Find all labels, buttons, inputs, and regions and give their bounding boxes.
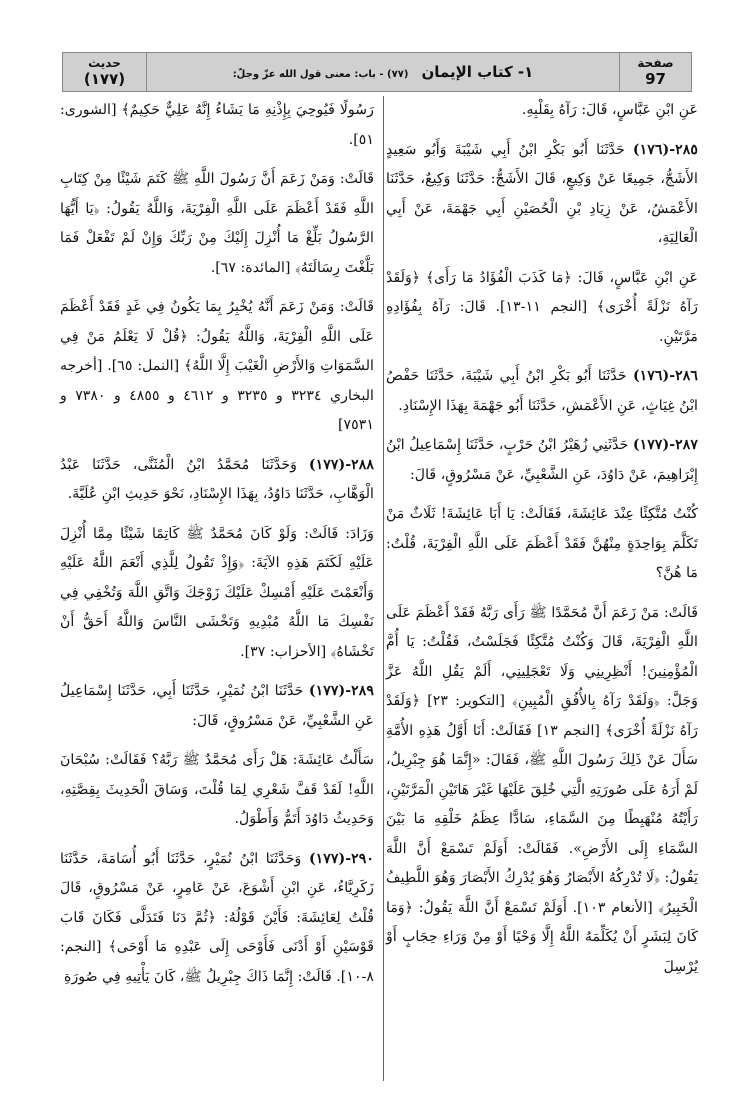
right-column: [386, 96, 698, 992]
hadith-paragraph: [60, 845, 374, 993]
left-column: [60, 96, 374, 1002]
chapter-title: (٧٧) - باب: معنى قول الله عزّ وجلّ:: [232, 69, 409, 80]
text-paragraph: [386, 500, 698, 589]
paragraph-text: حَدَّثَنَا أَبُو بَكْرِ ابْنُ أَبِي شَيْبَةَ وَأَبُو سَعِيدٍ الأَشَجُّ، جَمِيعًا عَنْ وَكِيعٍ، قَالَ الأَشَجُّ: حَدَّثَنَا وَكِيعٌ، حَدَّثَنَا الأَعْمَشُ، عَنْ زِيَادِ بْنِ الْحُصَيْنِ أَبِي جَهْمَةَ، عَنْ أَبِي الْعَالِيَةِ،: [386, 141, 698, 246]
hadith-range: (١٧٧): [83, 70, 126, 88]
hadith-number: ٢٨٦-(١٧٦): [632, 368, 699, 384]
paragraph-text: حَدَّثَنِي زُهَيْرُ ابْنُ حَرْبٍ، حَدَّثَنَا إِسْمَاعِيلُ ابْنُ إِبْرَاهِيمَ، عَنْ دَاوُدَ، عَنِ الشَّعْبِيِّ، عَنْ مَسْرُوقٍ، قَالَ:: [386, 437, 698, 483]
text-paragraph: [60, 746, 374, 835]
paragraph-text: وَحَدَّثَنَا ابْنُ نُمَيْرٍ، حَدَّثَنَا أَبُو أُسَامَةَ، حَدَّثَنَا زَكَرِيَّاءُ، عَنِ ابْنِ أَشْوَعَ، عَنْ عَامِرٍ، عَنْ مَسْرُوقٍ، قَالَ قُلْتُ لِعَائِشَةَ: فَأَيْنَ قَوْلُهُ: ﴿ثُمَّ دَنَا فَتَدَلَّى فَكَانَ قَابَ قَوْسَيْنِ أَوْ أَدْنَى فَأَوْحَى إِلَى عَبْدِهِ مَا أَوْحَى﴾ [النجم: ٨-١٠]. قَالَتْ: إِنَّمَا ذَاكَ جِبْرِيلُ ﷺ، كَانَ يَأْتِيهِ فِي صُورَةِ: [60, 850, 374, 985]
text-paragraph: [386, 264, 698, 353]
text-paragraph: [60, 293, 374, 441]
text-paragraph: [60, 165, 374, 283]
hadith-range-box: [63, 53, 147, 91]
hadith-number: ٢٨٧-(١٧٧): [632, 437, 698, 453]
paragraph-text: وَحَدَّثَنَا مُحَمَّدُ ابْنُ الْمُثَنَّى، حَدَّثَنَا عَبْدُ الْوَهَّابِ، حَدَّثَنَا دَاوُدُ، بِهَذَا الإِسْنَادِ، نَحْوَ حَدِيثِ ابْنِ عُلَيَّةَ.: [60, 456, 374, 502]
hadith-paragraph: [60, 451, 374, 510]
hadith-label: حديث: [88, 56, 121, 70]
hadith-number: ٢٨٨-(١٧٧): [308, 456, 374, 473]
text-paragraph: [386, 96, 698, 126]
paragraph-text: عَنِ ابْنِ عَبَّاسٍ، قَالَ: رَآهُ بِقَلْبِهِ.: [521, 102, 698, 118]
paragraph-text: رَسُولًا فَيُوحِيَ بِإِذْنِهِ مَا يَشَاءُ إِنَّهُ عَلِيٌّ حَكِيمٌ﴾ [الشورى: ٥١].: [60, 102, 374, 148]
hadith-paragraph: [60, 677, 374, 736]
paragraph-text: سَأَلْتُ عَائِشَةَ: هَلْ رَأَى مُحَمَّدٌ ﷺ رَبَّهُ؟ فَقَالَتْ: سُبْحَانَ اللَّهِ! لَقَدْ قَفَّ شَعْرِي لِمَا قُلْتَ، وَسَاقَ الْحَدِيثَ بِقِصَّتِهِ، وَحَدِيثُ دَاوُدَ أَتَمُّ وَأَطْوَلُ.: [60, 752, 374, 827]
hadith-number: ٢٨٩-(١٧٧): [308, 683, 374, 699]
paragraph-text: قَالَتْ: وَمَنْ زَعَمَ أَنَّهُ يُخْبِرُ بِمَا يَكُونُ فِي غَدٍ فَقَدْ أَعْظَمَ عَلَى اللَّهِ الْفِرْيَةَ، وَاللَّهُ يَقُولُ: ﴿قُلْ لَا يَعْلَمُ مَنْ فِي السَّمَوَاتِ وَالأَرْضِ الْغَيْبَ إِلَّا اللَّهُ﴾ [النمل: ٦٥]. [أخرجه البخاري ٣٢٣٤ و ٣٢٣٥ و ٤٦١٢ و ٤٨٥٥ و ٧٣٨٠ و ٧٥٣١]: [60, 299, 374, 433]
paragraph-text: قَالَتْ: مَنْ زَعَمَ أَنَّ مُحَمَّدًا ﷺ رَأَى رَبَّهُ فَقَدْ أَعْظَمَ عَلَى اللَّهِ الْفِرْيَةَ، قَالَ وَكُنْتُ مُتَّكِئًا فَجَلَسْتُ، فَقُلْتُ: يَا أُمَّ الْمُؤْمِنِينَ! أَنْظِرِينِي وَلَا تَعْجَلِينِي، أَلَمْ يَقُلِ اللَّهُ عَزَّ وَجَلَّ: ﴿وَلَقَدْ رَآهُ بِالأُفُقِ الْمُبِينِ﴾ [التكوير: ٢٣] ﴿وَلَقَدْ رَآهُ نَزْلَةً أُخْرَى﴾ [النجم ١٣] فَقَالَتْ: أَنَا أَوَّلُ هَذِهِ الأُمَّةِ سَأَلَ عَنْ ذَلِكَ رَسُولَ اللَّهِ ﷺ، فَقَالَ: «إِنَّمَا هُوَ جِبْرِيلُ، لَمْ أَرَهُ عَلَى صُورَتِهِ الَّتِي خُلِقَ عَلَيْهَا غَيْرَ هَاتَيْنِ الْمَرَّتَيْنِ، رَأَيْتُهُ مُنْهَبِطًا مِنَ السَّمَاءِ، سَادًّا عِظَمُ خَلْقِهِ مَا بَيْنَ السَّمَاءِ إِلَى الأَرْضِ». فَقَالَتْ: أَوَلَمْ تَسْمَعْ أَنَّ اللَّهَ يَقُولُ: ﴿لَا تُدْرِكُهُ الأَبْصَارُ وَهُوَ يُدْرِكُ الأَبْصَارَ وَهُوَ اللَّطِيفُ الْخَبِيرُ﴾ [الأنعام ١٠٣]. أَوَلَمْ تَسْمَعْ أَنَّ اللَّهَ يَقُولُ: ﴿وَمَا كَانَ لِبَشَرٍ أَنْ يُكَلِّمَهُ اللَّهُ إِلَّا وَحْيًا أَوْ مِنْ وَرَاءِ حِجَابٍ أَوْ يُرْسِلَ: [386, 604, 699, 975]
paragraph-text: حَدَّثَنَا ابْنُ نُمَيْرٍ، حَدَّثَنَا أَبِي، حَدَّثَنَا إِسْمَاعِيلُ عَنِ الشَّعْبِيِّ، عَنْ مَسْرُوقٍ، قَالَ:: [60, 683, 374, 729]
paragraph-text: قَالَتْ: وَمَنْ زَعَمَ أَنَّ رَسُولَ اللَّهِ ﷺ كَتَمَ شَيْئًا مِنْ كِتَابِ اللَّهِ فَقَدْ أَعْظَمَ عَلَى اللَّهِ الْفِرْيَةَ، وَاللَّهُ يَقُولُ: ﴿يَا أَيُّهَا الرَّسُولُ بَلِّغْ مَا أُنْزِلَ إِلَيْكَ مِنْ رَبِّكَ وَإِنْ لَمْ تَفْعَلْ فَمَا بَلَّغْتَ رِسَالَتَهُ﴾ [المائدة: ٦٧].: [60, 171, 374, 276]
hadith-number: ٢٨٥-(١٧٦): [632, 141, 698, 158]
hadith-paragraph: [386, 431, 698, 490]
paragraph-text: وَزَادَ: قَالَتْ: وَلَوْ كَانَ مُحَمَّدٌ ﷺ كَاتِمًا شَيْئًا مِمَّا أُنْزِلَ عَلَيْهِ لَكَتَمَ هَذِهِ الآيَةَ: ﴿وَإِذْ تَقُولُ لِلَّذِي أَنْعَمَ اللَّهُ عَلَيْهِ وَأَنْعَمْتَ عَلَيْهِ أَمْسِكْ عَلَيْكَ زَوْجَكَ وَاتَّقِ اللَّهَ وَتُخْفِي فِي نَفْسِكَ مَا اللَّهُ مُبْدِيهِ وَتَخْشَى النَّاسَ وَاللَّهُ أَحَقُّ أَنْ تَخْشَاهُ﴾ [الأحزاب: ٣٧].: [60, 525, 374, 660]
column-divider: [383, 96, 384, 1081]
text-paragraph: [60, 520, 374, 668]
page-number: 97: [645, 70, 666, 88]
header-title: [153, 53, 613, 91]
page-number-box: [619, 53, 691, 91]
text-paragraph: [60, 96, 374, 155]
paragraph-text: عَنِ ابْنِ عَبَّاسٍ، قَالَ: ﴿مَا كَذَبَ الْفُؤَادُ مَا رَأَى﴾ ﴿وَلَقَدْ رَآهُ نَزْلَةً أُخْرَى﴾ [النجم ١١-١٣]. قَالَ: رَآهُ بِفُؤَادِهِ مَرَّتَيْنِ.: [386, 269, 698, 345]
text-paragraph: [386, 599, 698, 983]
hadith-number: ٢٩٠-(١٧٧): [308, 850, 375, 867]
book-title: ١- كتاب الإيمان: [421, 63, 534, 81]
hadith-paragraph: [386, 136, 698, 254]
paragraph-text: كُنْتُ مُتَّكِئًا عِنْدَ عَائِشَةَ، فَقَالَتْ: يَا أَبَا عَائِشَةَ! ثَلَاثٌ مَنْ تَكَلَّمَ بِوَاحِدَةٍ مِنْهُنَّ فَقَدْ أَعْظَمَ عَلَى اللَّهِ الْفِرْيَةَ، قُلْتُ: مَا هُنَّ؟: [386, 506, 698, 581]
page-header: [62, 52, 692, 92]
hadith-paragraph: [386, 362, 698, 421]
page-label: صفحة: [637, 56, 674, 70]
paragraph-text: حَدَّثَنَا أَبُو بَكْرِ ابْنُ أَبِي شَيْبَةَ، حَدَّثَنَا حَفْصُ ابْنُ غِيَاثٍ، عَنِ الأَعْمَشِ، حَدَّثَنَا أَبُو جَهْمَةَ بِهَذَا الإِسْنَادِ.: [386, 368, 698, 414]
